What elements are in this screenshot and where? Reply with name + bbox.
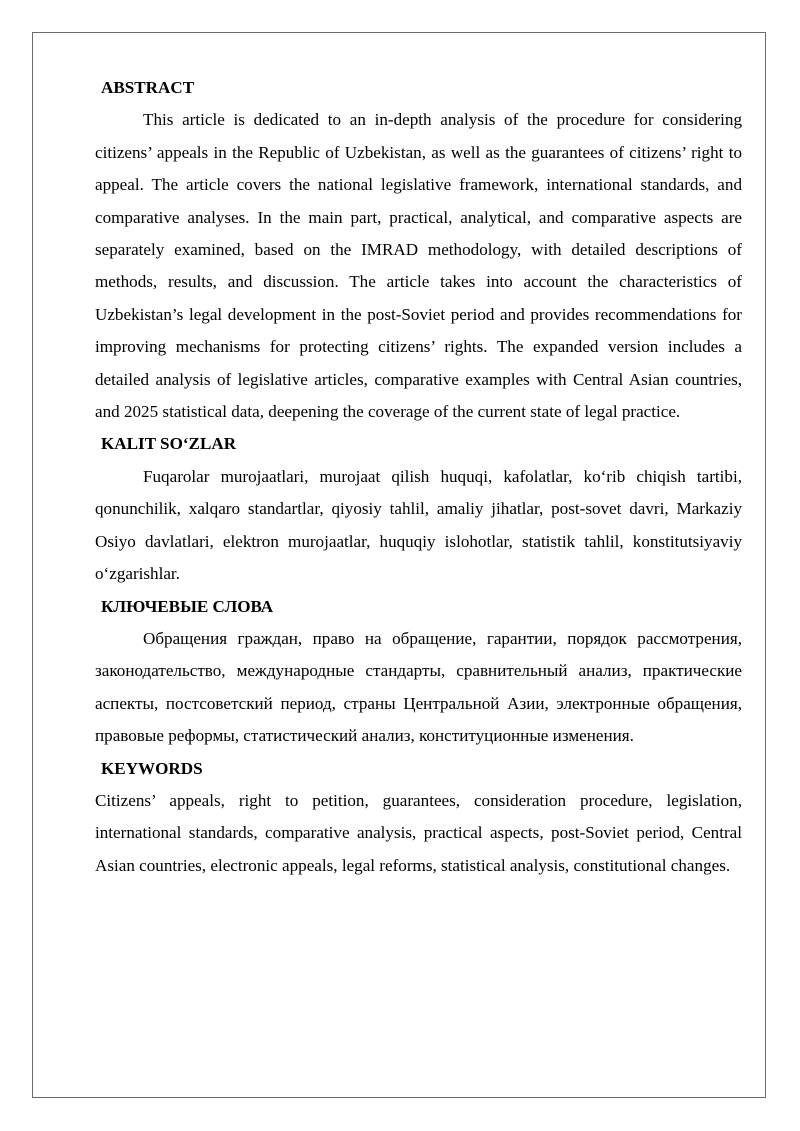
uzbek-keywords-paragraph: Fuqarolar murojaatlari, murojaat qilish huquqi, kafolatlar, ko‘rib chiqish tartibi, qonunchilik, xalqaro standartlar, qiyosiy tahlil, amaliy jihatlar, post-sovet davri, Markaziy Osiyo davlatlari, elektron murojaatlar, huquqiy islohotlar, statistik tahlil, konstitutsiyaviy o‘zgarishlar. xyxy=(95,466,742,584)
english-keywords-heading: KEYWORDS xyxy=(101,758,203,778)
russian-keywords-paragraph: Обращения граждан, право на обращение, гарантии, порядок рассмотрения, законодательство, международные стандарты, сравнительный анализ, практические аспекты, постсоветский период, страны Центральной Азии, электронные обращения, правовые реформы, статистический анализ, конституционные изменения. xyxy=(95,628,742,746)
russian-keywords-heading: КЛЮЧЕВЫЕ СЛОВА xyxy=(101,596,274,616)
abstract-paragraph: This article is dedicated to an in-depth analysis of the procedure for considering citizens’ appeals in the Republic of Uzbekistan, as well as the guarantees of citizens’ right to appeal. The article covers the national legislative framework, international standards, and comparative analyses. In the main part, practical, analytical, and comparative aspects are separately examined, based on the IMRAD methodology, with detailed descriptions of methods, results, and discussion. The article takes into account the characteristics of Uzbekistan’s legal development in the post-Soviet period and provides recommendations for improving mechanisms for protecting citizens’ rights. The expanded version includes a detailed analysis of legislative articles, comparative examples with Central Asian countries, and 2025 statistical data, deepening the coverage of the current state of legal practice. xyxy=(95,110,742,422)
abstract-heading: ABSTRACT xyxy=(101,78,195,97)
english-keywords-paragraph: Citizens’ appeals, right to petition, guarantees, consideration procedure, legislation, international standards, comparative analysis, practical aspects, post-Soviet period, Central Asian countries, electronic appeals, legal reforms, statistical analysis, constitutional changes. xyxy=(95,790,742,875)
document-content xyxy=(95,72,742,882)
uzbek-keywords-heading: KALIT SO‘ZLAR xyxy=(101,434,237,454)
